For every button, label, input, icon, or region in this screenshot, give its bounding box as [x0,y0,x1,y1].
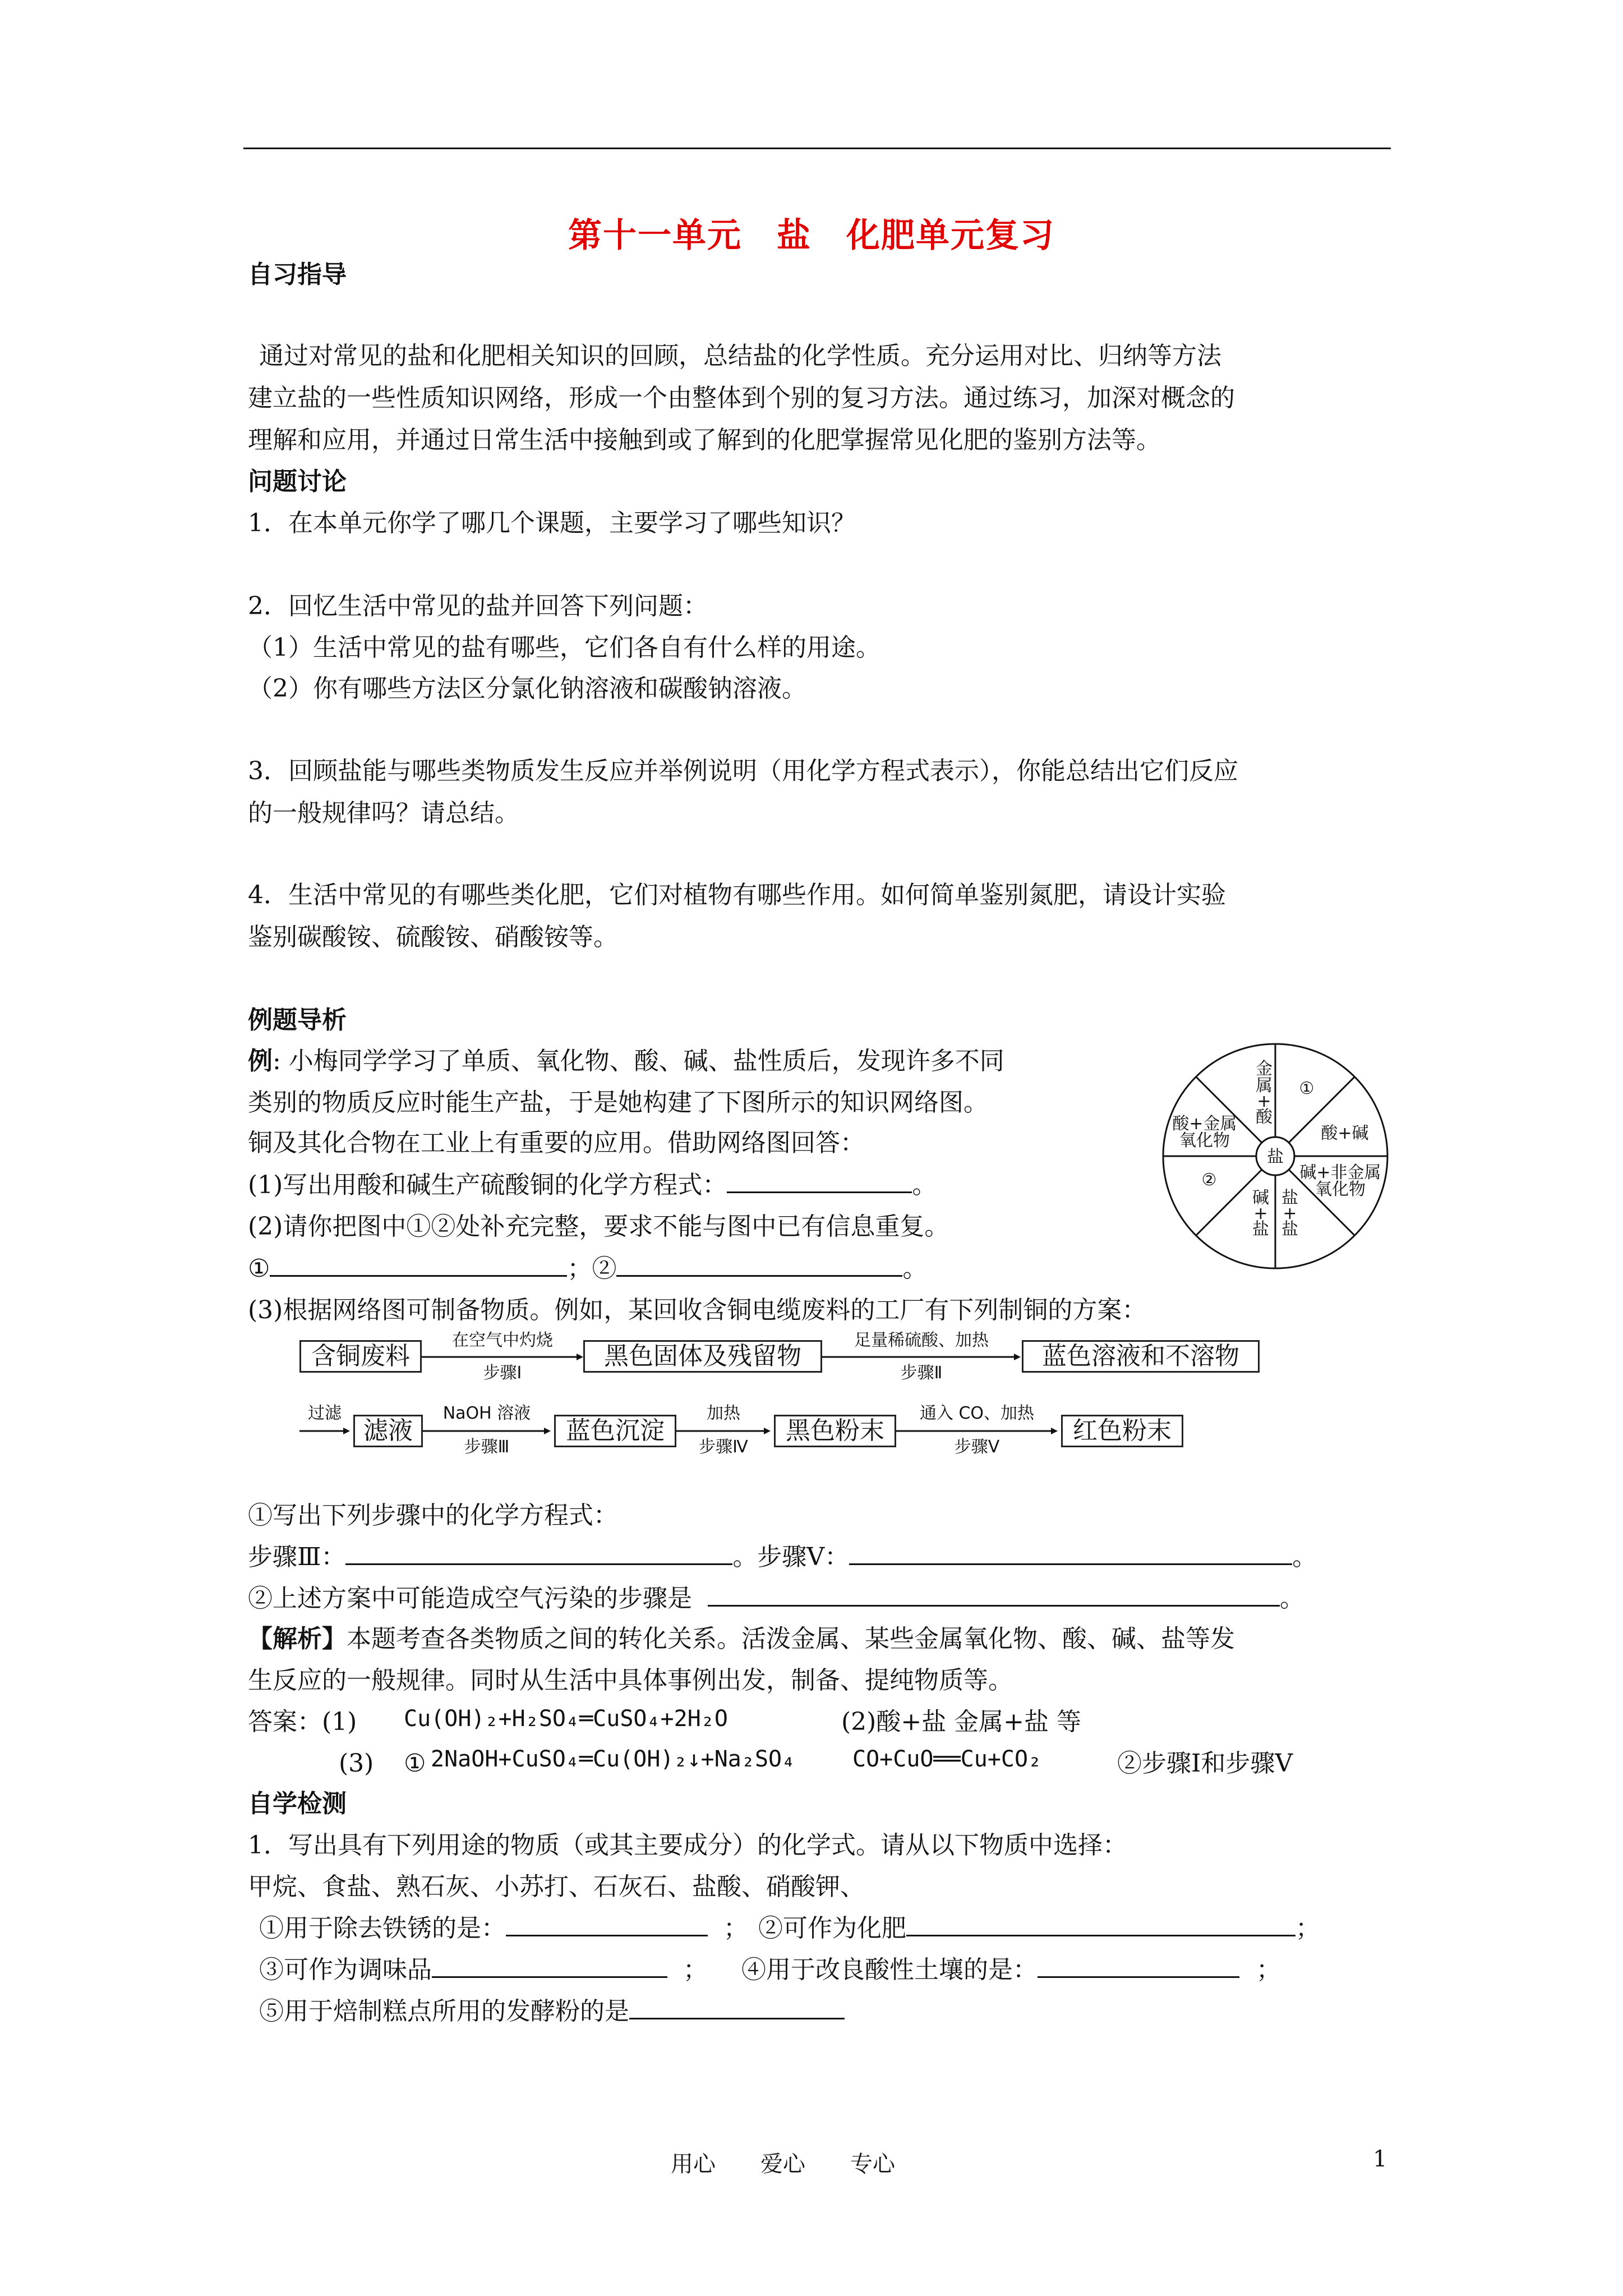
section-heading-self-test: 自学检测 [248,1789,347,1818]
flow-arrow-5-bottom: 步骤Ⅳ [699,1437,748,1457]
flow-arrow-2 [822,1353,1021,1361]
item-3-label: ③可作为调味品 [259,1955,432,1984]
flow-arrow-5 [676,1427,771,1435]
example-sub-2-text: ②上述方案中可能造成空气污染的步骤是 [248,1584,692,1613]
answer-blank-step-3[interactable] [345,1541,732,1565]
flow-arrow-5-top: 加热 [707,1404,740,1423]
item-5-label: ⑤用于焙制糕点所用的发酵粉的是 [259,1997,629,2026]
flow-arrow-3 [299,1427,350,1435]
answer-blank-1[interactable] [727,1169,912,1193]
self-study-line-3: 理解和应用，并通过日常生活中接触到或了解到的化肥掌握常见化肥的鉴别方法等。 [248,426,1161,454]
answer-blank-pollution[interactable] [708,1582,1280,1607]
answer-1-equation: Cu(OH)₂+H₂SO₄═CuSO₄+2H₂O [404,1706,728,1732]
item-4-label: ④用于改良酸性土壤的是： [741,1955,1038,1984]
answer-3-equation-2: CO+CuO══Cu+CO₂ [852,1746,1042,1772]
discussion-q4-line-1: 4．生活中常见的有哪些类化肥，它们对植物有哪些作用。如何简单鉴别氮肥，请设计实验 [248,881,1226,909]
self-test-line-1 [259,1912,1320,1945]
self-study-line-2: 建立盐的一些性质知识网络，形成一个由整体到个别的复习方法。通过练习，加深对概念的 [248,384,1235,412]
discussion-q2: 2．回忆生活中常见的盐并回答下列问题： [248,592,708,620]
example-text-1: : 小梅同学学习了单质、氧化物、酸、碱、盐性质后，发现许多不同 [273,1047,1004,1075]
flow-box-red-powder: 红色粉末 [1061,1415,1183,1447]
header-rule [243,148,1391,149]
example-sub-2 [248,1582,1304,1616]
flow-arrow-1 [422,1353,583,1361]
flow-box-blue-solution: 蓝色溶液和不溶物 [1022,1340,1260,1373]
flow-arrow-6-bottom: 步骤Ⅴ [954,1437,1000,1457]
flow-arrow-2-bottom: 步骤Ⅱ [900,1363,943,1383]
example-part-1-end: 。 [912,1171,937,1199]
discussion-q2-2: （2）你有哪些方法区分氯化钠溶液和碳酸钠溶液。 [248,674,806,703]
example-part-2-blanks [248,1252,927,1286]
answer-blank-fertilizer[interactable] [906,1912,1295,1936]
answer-blank-seasoning[interactable] [432,1954,667,1978]
item-2-end: ； [1295,1914,1320,1943]
example-part-1 [248,1168,937,1202]
wheel-seg-salt-salt: 盐+盐 [1281,1188,1298,1239]
blank-label-1: ① [248,1254,270,1283]
analysis-text-1: 本题考查各类物质之间的转化关系。活泼金属、某些金属氧化物、酸、碱、盐等发 [347,1625,1235,1653]
step-3-label: 步骤Ⅲ： [248,1543,346,1571]
section-heading-discussion: 问题讨论 [248,467,347,496]
example-part-2-end: 。 [902,1254,928,1283]
answer-3-circle-1: ① [404,1749,426,1778]
discussion-q3-line-2: 的一般规律吗？请总结。 [248,799,519,827]
flow-box-black-powder: 黑色粉末 [774,1415,896,1447]
salt-knowledge-wheel [1160,1041,1391,1272]
example-part-1-text: (1)写出用酸和碱生产硫酸铜的化学方程式： [248,1171,727,1199]
wheel-seg-base-nonmetal-oxide: 碱+非金属氧化物 [1299,1163,1381,1199]
flow-arrow-3-top: 过滤 [308,1404,342,1423]
analysis-line-1 [248,1622,1235,1656]
answer-3-label: (3) [339,1749,374,1778]
item-3-sep: ； [683,1955,708,1984]
example-sub-2-end: 。 [1280,1584,1304,1613]
discussion-q1: 1．在本单元你学了哪几个课题，主要学习了哪些知识？ [248,509,856,537]
answer-2: (2)酸+盐 金属+盐 等 [841,1708,1082,1736]
item-1-sep: ； [723,1914,748,1943]
wheel-seg-acid-metal-oxide: 酸+金属氧化物 [1172,1114,1237,1151]
wheel-center: 盐 [1267,1147,1284,1167]
example-line-2: 类别的物质反应时能生产盐，于是她构建了下图所示的知识网络图。 [248,1088,988,1117]
answer-blank-step-5[interactable] [849,1541,1292,1565]
example-sub-1: ①写出下列步骤中的化学方程式： [248,1501,618,1530]
answer-blank-circle-2[interactable] [616,1253,902,1277]
answer-3-equation-1: 2NaOH+CuSO₄═Cu(OH)₂↓+Na₂SO₄ [431,1746,796,1772]
answer-3-circle-2: ②步骤Ⅰ和步骤Ⅴ [1117,1749,1293,1778]
flow-arrow-4 [423,1427,551,1435]
example-line-3: 铜及其化合物在工业上有重要的应用。借助网络图回答： [248,1129,865,1157]
blank-label-2: ；② [567,1254,617,1283]
wheel-seg-metal-acid: 金属+酸 [1256,1059,1272,1127]
flow-arrow-1-bottom: 步骤Ⅰ [483,1363,522,1383]
discussion-q3-line-1: 3．回顾盐能与哪些类物质发生反应并举例说明（用化学方程式表示），你能总结出它们反应 [248,757,1238,785]
analysis-line-2: 生反应的一般规律。同时从生活中具体事例出发，制备、提纯物质等。 [248,1666,1013,1695]
flow-arrow-2-top: 足量稀硫酸、加热 [854,1331,989,1350]
flow-box-blue-precipitate: 蓝色沉淀 [554,1415,676,1447]
self-test-q1: 1．写出具有下列用途的物质（或其主要成分）的化学式。请从以下物质中选择： [248,1831,1127,1860]
footer-motto: 用心 爱心 专心 [671,2151,895,2177]
section-heading-self-study: 自习指导 [248,260,347,289]
flow-arrow-6 [896,1427,1058,1435]
flow-arrow-4-top: NaOH 溶液 [442,1404,531,1423]
wheel-seg-circle-2: ② [1201,1170,1217,1190]
answer-label: 答案：(1) [248,1708,357,1736]
self-study-line-1: 通过对常见的盐和化肥相关知识的回顾，总结盐的化学性质。充分运用对比、归纳等方法 [259,342,1221,370]
discussion-q2-1: （1）生活中常见的盐有哪些，它们各自有什么样的用途。 [248,633,880,662]
section-heading-example: 例题导析 [248,1006,347,1034]
item-1-label: ①用于除去铁锈的是： [259,1914,506,1943]
page-title: 第十一单元 盐 化肥单元复习 [568,216,1055,255]
flow-arrow-1-top: 在空气中灼烧 [452,1331,553,1350]
analysis-tag: 【解析】 [248,1625,347,1653]
page-number: 1 [1373,2146,1387,2172]
step-5-label: 。步骤Ⅴ： [732,1543,850,1571]
wheel-seg-base-salt: 碱+盐 [1252,1188,1269,1239]
wheel-seg-acid-base: 酸+碱 [1321,1124,1369,1143]
flow-box-black-solid: 黑色固体及残留物 [583,1340,822,1373]
answer-blank-rust[interactable] [506,1912,708,1936]
self-test-line-2 [259,1953,1281,1987]
item-2-label: ②可作为化肥 [758,1914,906,1943]
flow-box-filtrate: 滤液 [353,1415,423,1447]
discussion-q4-line-2: 鉴别碳酸铵、硫酸铵、硝酸铵等。 [248,923,618,951]
answer-blank-baking[interactable] [629,1995,845,2019]
example-line-1 [248,1045,1004,1078]
item-4-end: ； [1256,1955,1281,1984]
self-test-options: 甲烷、食盐、熟石灰、小苏打、石灰石、盐酸、硝酸钾、 [248,1872,865,1901]
example-part-2: (2)请你把图中①②处补充完整，要求不能与图中已有信息重复。 [248,1212,949,1241]
flow-arrow-6-top: 通入 CO、加热 [919,1404,1035,1423]
self-test-line-3 [259,1995,845,2028]
answer-blank-soil[interactable] [1038,1954,1239,1978]
steps-end: 。 [1292,1543,1317,1571]
flow-box-copper-waste: 含铜废料 [299,1340,422,1373]
example-steps-line [248,1540,1317,1574]
example-label: 例 [248,1047,273,1075]
wheel-seg-circle-1: ① [1299,1079,1315,1098]
example-part-3: (3)根据网络图可制备物质。例如，某回收含铜电缆废料的工厂有下列制铜的方案： [248,1296,1147,1324]
flow-arrow-4-bottom: 步骤Ⅲ [464,1437,510,1457]
answer-blank-circle-1[interactable] [270,1253,567,1277]
